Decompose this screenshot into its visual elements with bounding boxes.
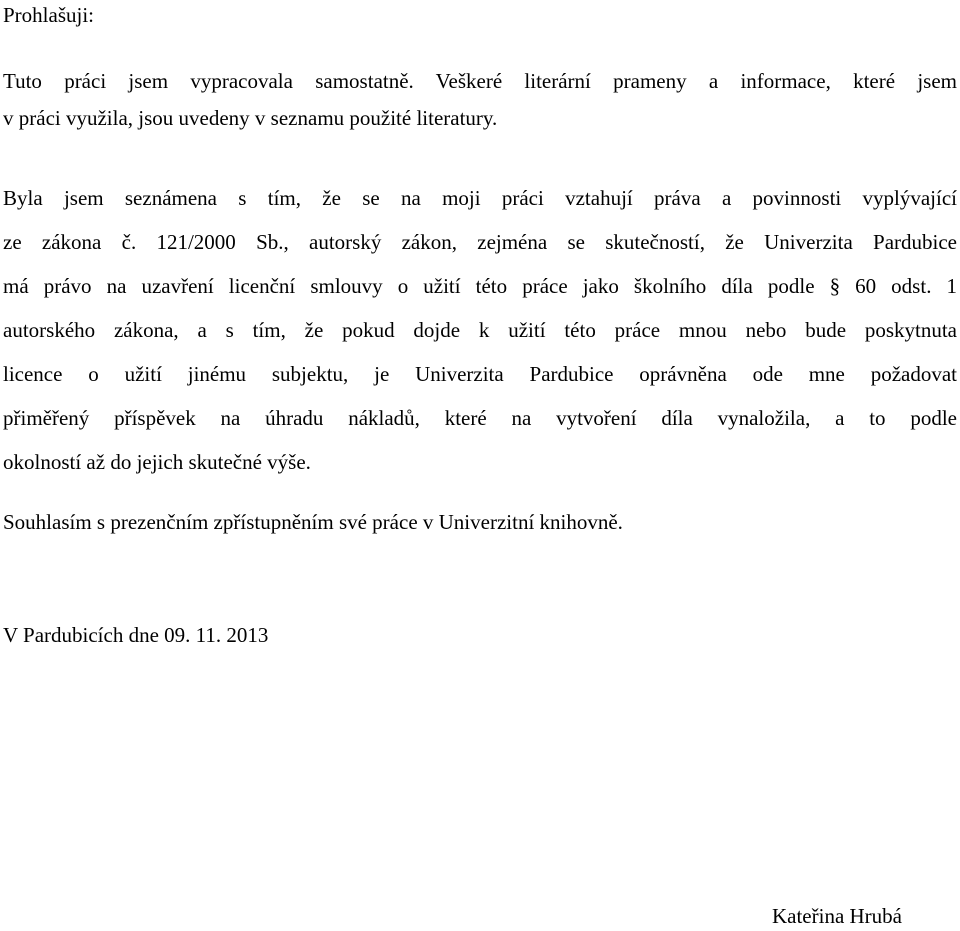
paragraph-line: Tuto práci jsem vypracovala samostatně. Veškeré literární prameny a informace, které jsem	[3, 69, 957, 93]
paragraph-line: má právo na uzavření licenční smlouvy o užití této práce jako školního díla podle § 60 odst. 1	[3, 274, 957, 298]
paragraph-originality	[3, 63, 957, 137]
paragraph-library-consent: Souhlasím s prezenčním zpřístupněním své práce v Univerzitní knihovně.	[3, 510, 623, 534]
paragraph-copyright	[3, 176, 957, 484]
page-title: Prohlašuji:	[3, 3, 95, 27]
paragraph-line: autorského zákona, a s tím, že pokud dojde k užití této práce mnou nebo bude poskytnuta	[3, 318, 957, 342]
paragraph-line: v práci využila, jsou uvedeny v seznamu použité literatury.	[3, 106, 498, 130]
paragraph-line: přiměřený příspěvek na úhradu nákladů, které na vytvoření díla vynaložila, a to podle	[3, 406, 957, 430]
paragraph-line: ze zákona č. 121/2000 Sb., autorský zákon, zejména se skutečností, že Univerzita Pardubice	[3, 230, 957, 254]
paragraph-line: licence o užití jinému subjektu, je Univerzita Pardubice oprávněna ode mne požadovat	[3, 362, 957, 386]
paragraph-line: Byla jsem seznámena s tím, že se na moji práci vztahují práva a povinnosti vyplývající	[3, 186, 957, 210]
place-and-date: V Pardubicích dne 09. 11. 2013	[3, 623, 269, 647]
paragraph-line: okolností až do jejich skutečné výše.	[3, 450, 311, 474]
signature-name: Kateřina Hrubá	[771, 904, 902, 928]
